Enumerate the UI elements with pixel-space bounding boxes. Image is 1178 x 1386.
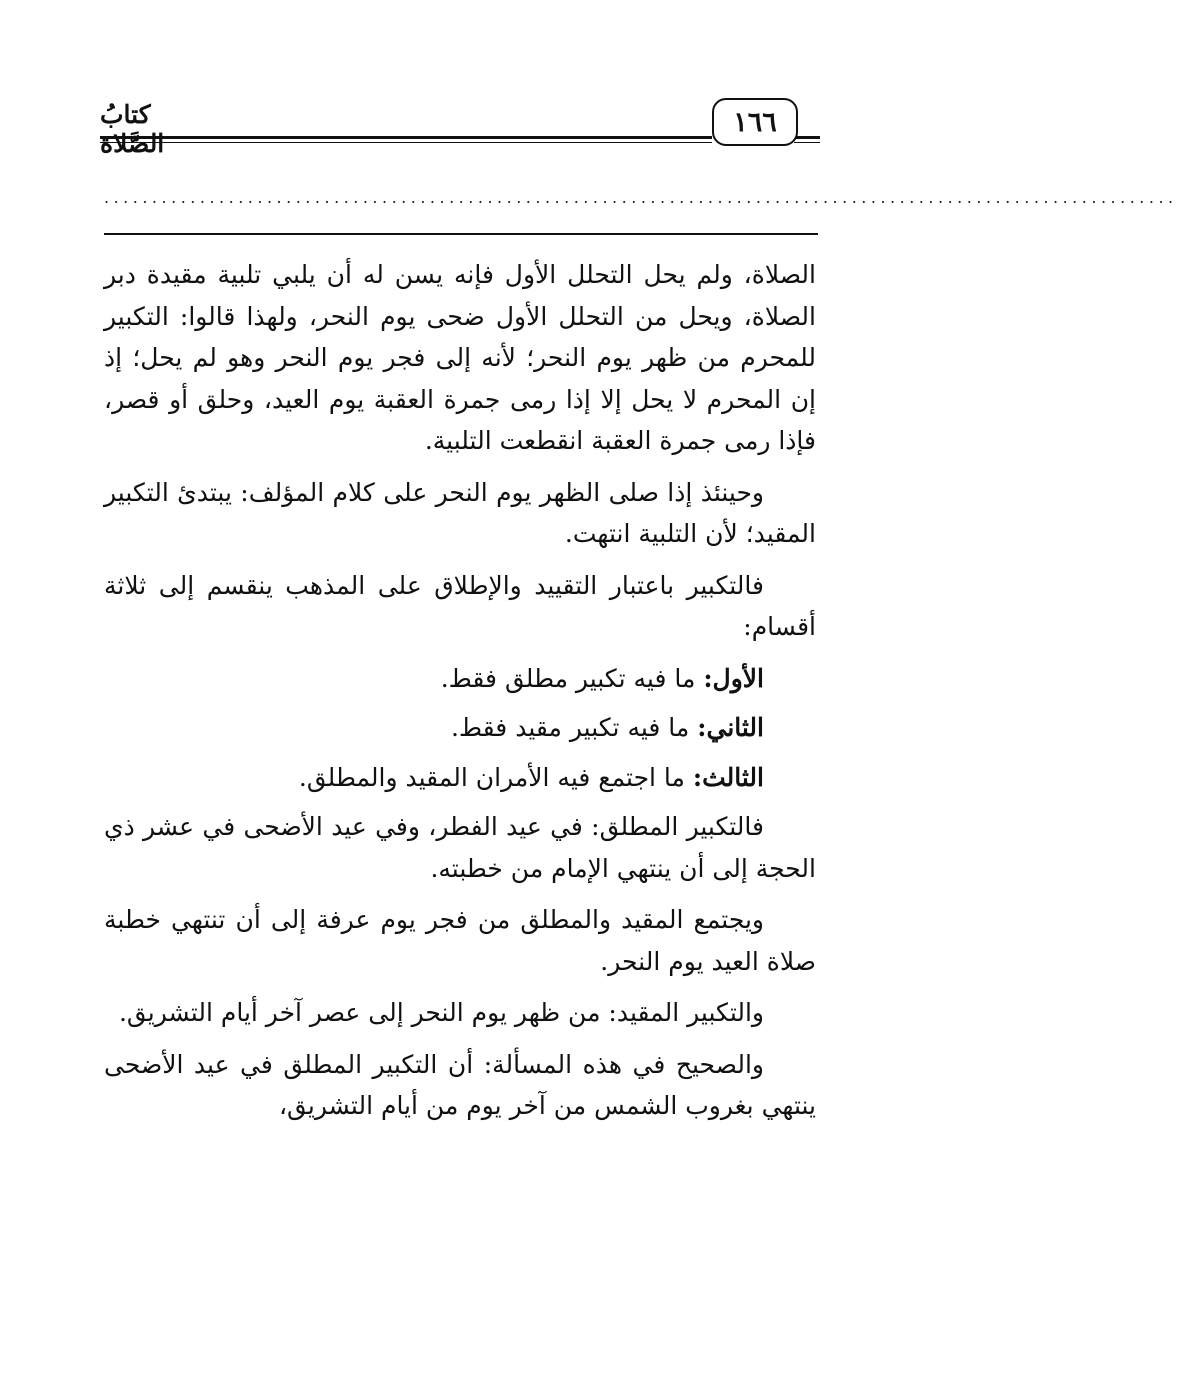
list-item [104, 658, 816, 700]
page-body [104, 254, 816, 1137]
item-text: ما اجتمع فيه الأمران المقيد والمطلق. [298, 762, 693, 792]
item-text: ما فيه تكبير مقيد فقط. [450, 713, 698, 742]
paragraph: ويجتمع المقيد والمطلق من فجر يوم عرفة إلى أن تنتهي خطبة صلاة العيد يوم النحر. [104, 905, 816, 976]
item-label: الأول: [703, 663, 764, 693]
header-rule-right-bottom [794, 142, 820, 143]
page-number: ١٦٦ [712, 98, 798, 146]
paragraph: والصحيح في هذه المسألة: أن التكبير المطلق في عيد الأضحى ينتهي بغروب الشمس من آخر يوم من أيام التشريق، [104, 1049, 816, 1120]
paragraph: الصلاة، ولم يحل التحلل الأول فإنه يسن له أن يلبي تلبية مقيدة دبر الصلاة، ويحل من التحلل الأول ضحى يوم النحر، ولهذا قالوا: التكبير للمحرم من ظهر يوم النحر؛ لأنه إلى فجر يوم النحر وهو لم يحل؛ إذ إن المحرم لا يحل إلا إذا رمى جمرة العقبة يوم العيد، وحلق أو قصر، فإذا رمى جمرة العقبة انقطعت التلبية. [104, 260, 816, 455]
list-item [104, 757, 816, 799]
item-label: الثاني: [697, 713, 764, 742]
page-header [100, 96, 820, 156]
paragraph: فالتكبير باعتبار التقييد والإطلاق على المذهب ينقسم إلى ثلاثة أقسام: [104, 570, 816, 641]
book-title: كتابُ الصَّلاة [100, 100, 165, 158]
separator-line [104, 233, 818, 235]
header-rule-right-top [794, 136, 820, 139]
paragraph: وحينئذ إذا صلى الظهر يوم النحر على كلام المؤلف: يبتدئ التكبير المقيد؛ لأن التلبية انتهت. [104, 477, 816, 548]
item-label: الثالث: [692, 762, 764, 792]
paragraph: والتكبير المقيد: من ظهر يوم النحر إلى عصر آخر أيام التشريق. [118, 998, 764, 1027]
item-text: ما فيه تكبير مطلق فقط. [440, 663, 704, 693]
paragraph: فالتكبير المطلق: في عيد الفطر، وفي عيد الأضحى في عشر ذي الحجة إلى أن ينتهي الإمام من خطبته. [104, 812, 816, 883]
list-item [104, 707, 816, 749]
dotted-separator: ................................................................................................................ [104, 188, 1178, 207]
